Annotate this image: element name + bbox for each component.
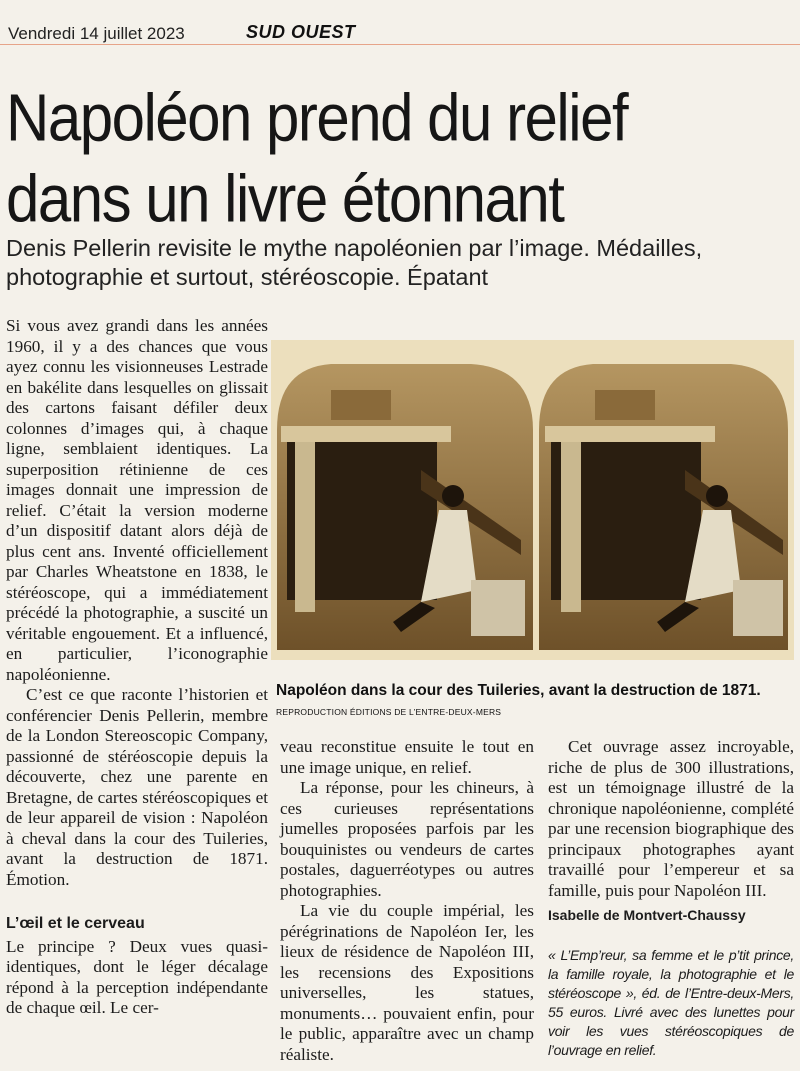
stereoscopic-photo: [271, 340, 794, 660]
article-column-2: [280, 737, 534, 1065]
headline: [6, 78, 796, 239]
caption-text: Napoléon dans la cour des Tuileries, avant la destruction de 1871.: [276, 682, 761, 699]
author-signature: Isabelle de Montvert-Chaussy: [548, 907, 746, 923]
photo-caption: [276, 681, 794, 722]
paragraph: veau reconstitue ensuite le tout en une image unique, en relief.: [280, 737, 534, 777]
paragraph: La réponse, pour les chineurs, à ces curieuses représentations jumelles proposées parfois par les bouquinistes ou vendeurs de cartes postales, daguerréotypes ou autres photographies.: [280, 778, 534, 900]
stereo-card-image: [271, 340, 794, 660]
stereo-view-left: [277, 364, 533, 650]
headline-line-1: Napoléon prend du relief: [6, 80, 628, 156]
book-reference: « L’Emp’reur, sa femme et le p’tit prince, la famille royale, la photographie et le stéréoscope », éd. de l’Entre-deux-Mers, 55 euros. Livré avec des lunettes pour voir les vues stéréoscopiques de l’ouvrage en relief.: [548, 946, 794, 1058]
paragraph: Cet ouvrage assez incroyable, riche de plus de 300 illustrations, est un témoignage illustré de la chronique napoléonienne, complété par une recension biographique des principaux photographes ayant travaillé pour l’empereur et sa famille, puis pour Napoléon III.: [548, 737, 794, 900]
paragraph: C’est ce que raconte l’historien et conférencier Denis Pellerin, membre de la London Stereoscopic Company, passionné de stéréoscopie depuis la découverte, chez une parente en Bretagne, de cartes stéréoscopiques et de leur appareil de vision : Napoléon à cheval dans la cour des Tuileries, avant la destruction de 1871. Émotion.: [6, 685, 268, 889]
paragraph: Si vous avez grandi dans les années 1960, il y a des chances que vous ayez connu les visionneuses Lestrade en bakélite dans lesquelles on glissait des cartons faisant défiler deux colonnes d’images qui, à chaque ligne, semblaient identiques. La superposition rétinienne de ces images donnait une impression de relief. C’était la version moderne d’un dispositif datant alors déjà de plus cent ans. Inventé officiellement par Charles Wheatstone en 1838, le stéréoscope, qui a immédiatement précédé la photographie, a suscité un véritable engouement. Et a influencé, en particulier, l’iconographie napoléonienne.: [6, 316, 268, 684]
issue-date: Vendredi 14 juillet 2023: [8, 24, 185, 43]
section-subtitle: L’œil et le cerveau: [6, 915, 145, 932]
article-column-1: [6, 316, 268, 1019]
article-column-3: [548, 737, 794, 1060]
headline-line-2: dans un livre étonnant: [6, 160, 564, 236]
stereo-view-right: [539, 364, 788, 650]
paragraph: La vie du couple impérial, les pérégrinations de Napoléon Ier, les lieux de résidence de Napoléon III, les recensions des Expositions universelles, les statues, monuments… pouvaient enfin, pour le public, apparaître avec un champ réaliste.: [280, 901, 534, 1064]
photo-credit: REPRODUCTION ÉDITIONS DE L’ENTRE-DEUX-MERS: [276, 707, 502, 717]
paragraph: Le principe ? Deux vues quasi-identiques, dont le léger décalage répond à la perception indépendante de chaque œil. Le cer-: [6, 936, 268, 1017]
subheadline: Denis Pellerin revisite le mythe napoléonien par l’image. Médailles, photographie et surtout, stéréoscopie. Épatant: [6, 235, 703, 290]
masthead: [0, 0, 800, 45]
newspaper-name: SUD OUEST: [246, 22, 356, 42]
